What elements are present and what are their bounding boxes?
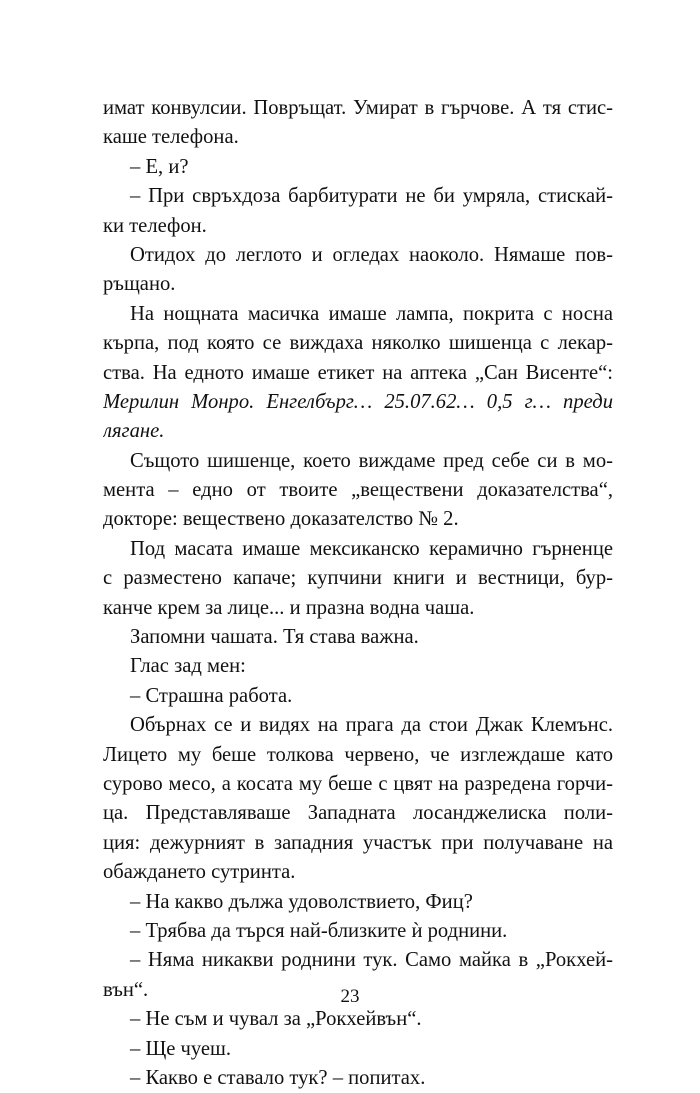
text-line: с разместено капаче; купчини книги и вестници, бур-	[103, 567, 613, 590]
text-line: ки телефон.	[103, 214, 207, 237]
text-line: – Страшна работа.	[130, 684, 293, 707]
text-line: Отидох до леглото и огледах наоколо. Нямаше пов-	[130, 243, 613, 266]
text-line: лягане.	[103, 420, 165, 443]
page-number: 23	[340, 986, 360, 1007]
text-line: – Няма никакви роднини тук. Само майка в „Рокхей-	[130, 949, 613, 972]
text-line: – Е, и?	[130, 155, 189, 178]
text-line: Обърнах се и видях на прага да стои Джак Клемънс.	[130, 714, 613, 737]
text-line: – Не съм и чувал за „Рокхейвън“.	[130, 1008, 422, 1031]
text-line: канче крем за лице... и празна водна чаша.	[103, 596, 475, 619]
text-line: Запомни чашата. Тя става важна.	[130, 626, 419, 649]
text-line: кърпа, под която се виждаха няколко шишенца с лекар-	[103, 332, 613, 355]
text-line: каше телефона.	[103, 126, 239, 149]
text-line: имат конвулсии. Повръщат. Умират в гърчове. А тя стис-	[103, 97, 613, 119]
text-line: ства. На едното имаше етикет на аптека „Сан Висенте“:	[103, 361, 613, 384]
text-line: ца. Представляваше Западната лосанджелиска поли-	[103, 802, 613, 825]
text-line: На нощната масичка имаше лампа, покрита с носна	[130, 302, 613, 325]
text-line: – Трябва да търся най-близките ѝ роднини.	[130, 919, 508, 942]
text-line: докторе: веществено доказателство № 2.	[103, 508, 459, 531]
text-line: – На какво дължа удоволствието, Фиц?	[130, 890, 473, 913]
text-line: ция: дежурният в западния участък при получаване на	[103, 831, 613, 854]
text-line: обаждането сутринта.	[103, 861, 296, 884]
text-line: Под масата имаше мексиканско керамично гърненце	[130, 537, 613, 560]
text-line: ръщано.	[103, 273, 176, 296]
text-line: Глас зад мен:	[130, 655, 246, 678]
text-line: – Какво е ставало тук? – попитах.	[130, 1066, 426, 1089]
text-line: мента – едно от твоите „веществени доказателства“,	[103, 479, 613, 502]
text-line: Мерилин Монро. Енгелбърг… 25.07.62… 0,5 г… преди	[103, 390, 613, 413]
page-body	[103, 94, 613, 1093]
text-line: Същото шишенце, което виждаме пред себе си в мо-	[130, 449, 613, 472]
text-line: сурово месо, а косата му беше с цвят на разредена горчи-	[103, 772, 613, 795]
text-line: Лицето му беше толкова червено, че изглеждаше като	[103, 743, 613, 766]
text-line: вън“.	[103, 978, 149, 1001]
text-line: – При свръхдоза барбитурати не би умряла, стискай-	[130, 185, 613, 208]
text-line: – Ще чуеш.	[130, 1037, 232, 1060]
